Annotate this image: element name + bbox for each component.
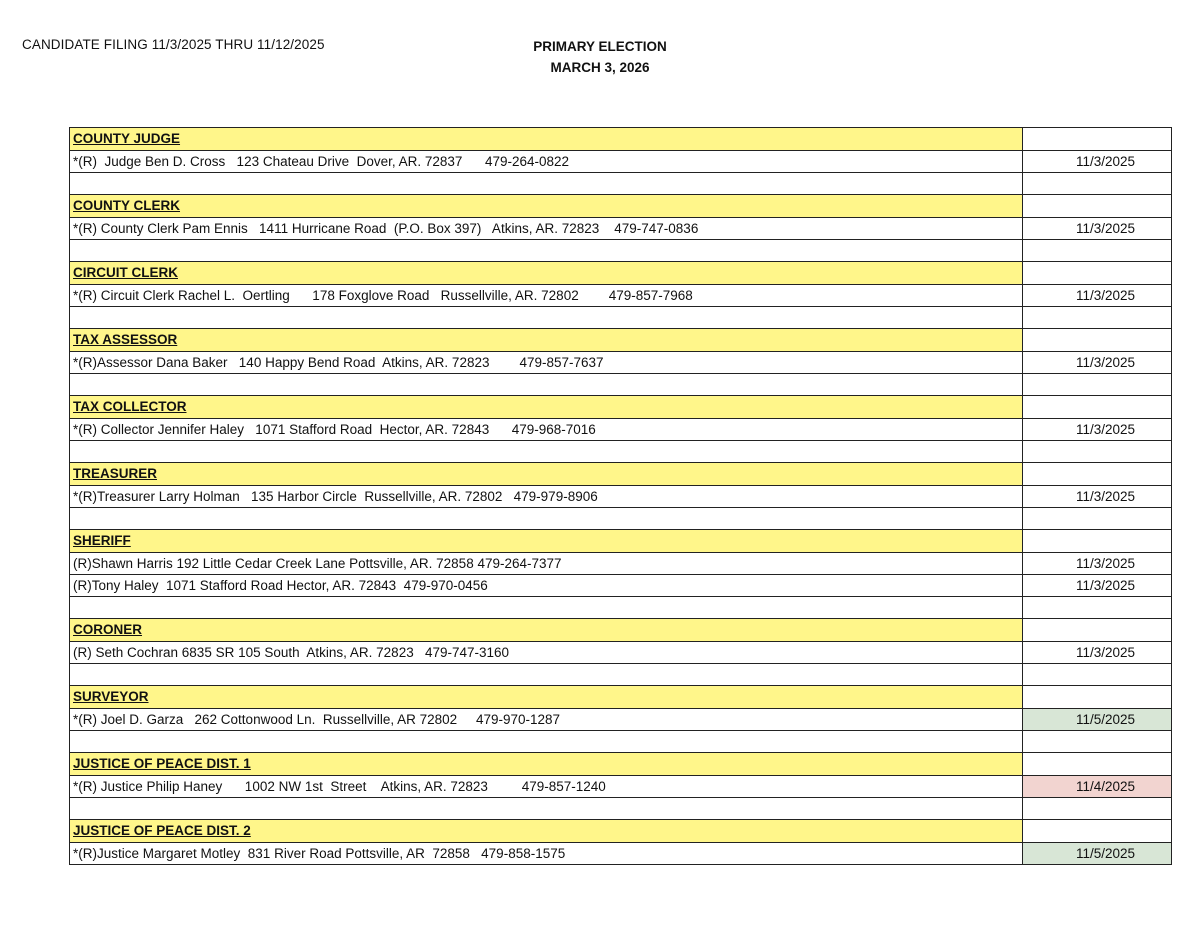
filing-date: 11/3/2025 — [1023, 575, 1172, 596]
spacer-cell — [70, 508, 1023, 529]
candidate-filing-table — [69, 127, 1172, 865]
spacer-date-cell — [1023, 374, 1172, 395]
spacer-date-cell — [1023, 508, 1172, 529]
spacer-row — [70, 731, 1172, 753]
office-title: TAX COLLECTOR — [70, 396, 1023, 418]
candidate-row — [70, 486, 1172, 508]
candidate-row — [70, 285, 1172, 307]
spacer-date-cell — [1023, 664, 1172, 685]
spacer-cell — [70, 731, 1023, 752]
spacer-cell — [70, 307, 1023, 328]
candidate-info: *(R) Justice Philip Haney 1002 NW 1st Street Atkins, AR. 72823 479-857-1240 — [70, 776, 1023, 797]
filing-date: 11/3/2025 — [1023, 553, 1172, 574]
candidate-row — [70, 776, 1172, 798]
spacer-date-cell — [1023, 307, 1172, 328]
candidate-info: *(R) Judge Ben D. Cross 123 Chateau Drive Dover, AR. 72837 479-264-0822 — [70, 151, 1023, 172]
office-header-date-cell — [1023, 195, 1172, 217]
filing-date: 11/5/2025 — [1023, 709, 1172, 730]
election-date: MARCH 3, 2026 — [550, 60, 650, 75]
spacer-cell — [70, 664, 1023, 685]
office-header-date-cell — [1023, 396, 1172, 418]
spacer-row — [70, 597, 1172, 619]
filing-date: 11/3/2025 — [1023, 151, 1172, 172]
candidate-row — [70, 218, 1172, 240]
candidate-info: *(R)Treasurer Larry Holman 135 Harbor Circle Russellville, AR. 72802 479-979-8906 — [70, 486, 1023, 507]
filing-date: 11/3/2025 — [1023, 419, 1172, 440]
office-title: CIRCUIT CLERK — [70, 262, 1023, 284]
filing-date: 11/3/2025 — [1023, 285, 1172, 306]
office-title: SURVEYOR — [70, 686, 1023, 708]
spacer-row — [70, 441, 1172, 463]
office-header-row — [70, 820, 1172, 843]
office-title: CORONER — [70, 619, 1023, 641]
office-header-date-cell — [1023, 463, 1172, 485]
spacer-row — [70, 173, 1172, 195]
candidate-info: *(R)Justice Margaret Motley 831 River Road Pottsville, AR 72858 479-858-1575 — [70, 843, 1023, 864]
spacer-date-cell — [1023, 597, 1172, 618]
spacer-cell — [70, 374, 1023, 395]
filing-date: 11/3/2025 — [1023, 486, 1172, 507]
spacer-date-cell — [1023, 441, 1172, 462]
candidate-row — [70, 575, 1172, 597]
office-header-date-cell — [1023, 686, 1172, 708]
candidate-info: (R)Tony Haley 1071 Stafford Road Hector, AR. 72843 479-970-0456 — [70, 575, 1023, 596]
election-title: PRIMARY ELECTION — [533, 39, 667, 54]
office-header-row — [70, 619, 1172, 642]
candidate-info: *(R) Collector Jennifer Haley 1071 Stafford Road Hector, AR. 72843 479-968-7016 — [70, 419, 1023, 440]
office-header-date-cell — [1023, 530, 1172, 552]
office-header-row — [70, 329, 1172, 352]
office-title: TAX ASSESSOR — [70, 329, 1023, 351]
office-header-date-cell — [1023, 262, 1172, 284]
spacer-row — [70, 798, 1172, 820]
candidate-row — [70, 642, 1172, 664]
election-heading — [470, 36, 730, 78]
spacer-row — [70, 240, 1172, 262]
spacer-date-cell — [1023, 798, 1172, 819]
candidate-row — [70, 151, 1172, 173]
candidate-info: *(R) Circuit Clerk Rachel L. Oertling 178 Foxglove Road Russellville, AR. 72802 479-857-7968 — [70, 285, 1023, 306]
office-header-row — [70, 128, 1172, 151]
office-header-date-cell — [1023, 753, 1172, 775]
candidate-info: *(R)Assessor Dana Baker 140 Happy Bend Road Atkins, AR. 72823 479-857-7637 — [70, 352, 1023, 373]
office-title: JUSTICE OF PEACE DIST. 2 — [70, 820, 1023, 842]
spacer-date-cell — [1023, 731, 1172, 752]
spacer-row — [70, 307, 1172, 329]
spacer-cell — [70, 173, 1023, 194]
filing-period: CANDIDATE FILING 11/3/2025 THRU 11/12/2025 — [22, 37, 325, 52]
office-header-row — [70, 262, 1172, 285]
filing-date: 11/3/2025 — [1023, 218, 1172, 239]
filing-date: 11/3/2025 — [1023, 352, 1172, 373]
office-header-row — [70, 686, 1172, 709]
office-header-row — [70, 396, 1172, 419]
office-header-date-cell — [1023, 128, 1172, 150]
candidate-info: (R)Shawn Harris 192 Little Cedar Creek Lane Pottsville, AR. 72858 479-264-7377 — [70, 553, 1023, 574]
office-title: COUNTY CLERK — [70, 195, 1023, 217]
spacer-date-cell — [1023, 240, 1172, 261]
spacer-cell — [70, 597, 1023, 618]
office-title: JUSTICE OF PEACE DIST. 1 — [70, 753, 1023, 775]
office-title: COUNTY JUDGE — [70, 128, 1023, 150]
candidate-row — [70, 419, 1172, 441]
spacer-row — [70, 508, 1172, 530]
filing-date: 11/5/2025 — [1023, 843, 1172, 864]
candidate-info: (R) Seth Cochran 6835 SR 105 South Atkins, AR. 72823 479-747-3160 — [70, 642, 1023, 663]
office-header-row — [70, 753, 1172, 776]
office-title: SHERIFF — [70, 530, 1023, 552]
candidate-info: *(R) Joel D. Garza 262 Cottonwood Ln. Russellville, AR 72802 479-970-1287 — [70, 709, 1023, 730]
candidate-row — [70, 352, 1172, 374]
spacer-row — [70, 374, 1172, 396]
candidate-info: *(R) County Clerk Pam Ennis 1411 Hurricane Road (P.O. Box 397) Atkins, AR. 72823 479-747-0836 — [70, 218, 1023, 239]
office-header-date-cell — [1023, 820, 1172, 842]
spacer-cell — [70, 240, 1023, 261]
office-header-row — [70, 463, 1172, 486]
spacer-row — [70, 664, 1172, 686]
spacer-cell — [70, 441, 1023, 462]
office-header-date-cell — [1023, 329, 1172, 351]
filing-date: 11/4/2025 — [1023, 776, 1172, 797]
office-title: TREASURER — [70, 463, 1023, 485]
spacer-date-cell — [1023, 173, 1172, 194]
spacer-cell — [70, 798, 1023, 819]
office-header-row — [70, 530, 1172, 553]
filing-date: 11/3/2025 — [1023, 642, 1172, 663]
candidate-row — [70, 709, 1172, 731]
office-header-date-cell — [1023, 619, 1172, 641]
candidate-row — [70, 553, 1172, 575]
office-header-row — [70, 195, 1172, 218]
candidate-row — [70, 843, 1172, 865]
